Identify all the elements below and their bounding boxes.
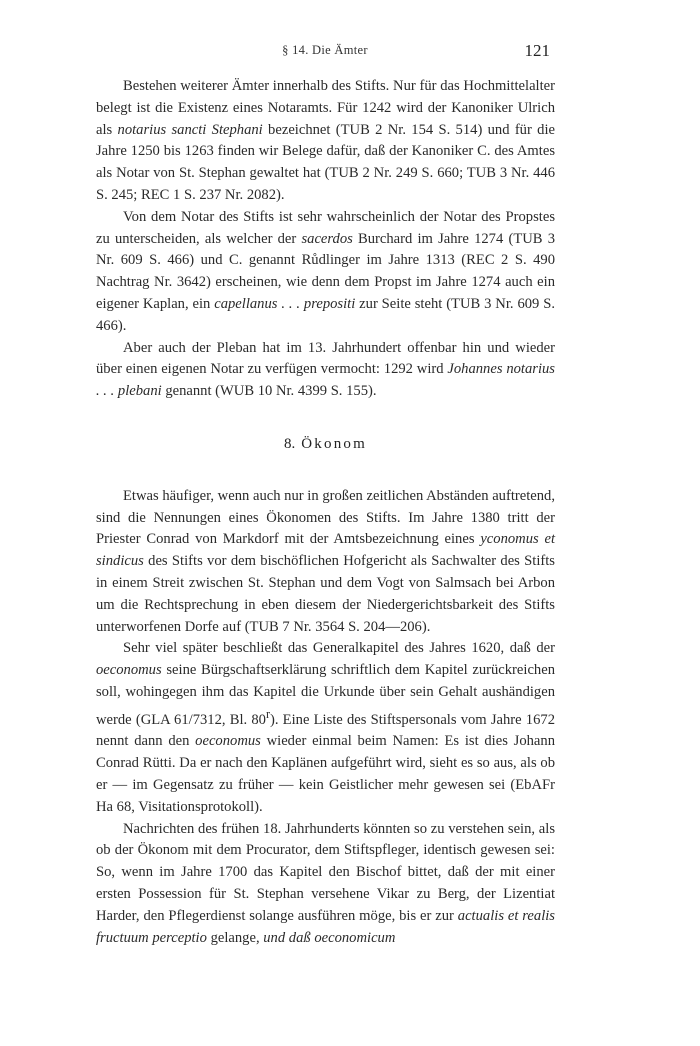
paragraph-oekonom-1620 xyxy=(96,638,555,818)
latin-term: und daß oeconomicum xyxy=(263,929,396,946)
latin-term: oeconomus xyxy=(96,662,162,679)
superscript: r xyxy=(265,706,270,721)
paragraph-notary-stift xyxy=(96,76,555,207)
text-run: wieder einmal beim Namen: Es ist dies Johann Conrad Rütti. Da er nach den Kaplänen aufgeführt wird, sieht es so aus, als ob er — im Gegensatz zu früher — kein Geistlicher mehr gewesen sei (EbAFr Ha 68, Visitationsprotokoll). xyxy=(96,733,556,815)
paragraph-oekonom-1700 xyxy=(96,819,555,950)
paragraph-notary-propst xyxy=(96,207,555,338)
paragraph-oekonom-1380 xyxy=(96,486,555,639)
latin-term: oeconomus xyxy=(195,733,261,750)
text-run: seine Bürgschaftserklärung schriftlich dem Kapitel zurückreichen soll, wohingegen ihm das Kapitel die Urkunde über sein Gehalt aushändigen werde (GLA 61/7312, Bl. 80 xyxy=(96,662,555,728)
section-title: Ökonom xyxy=(301,435,367,452)
latin-term: capellanus . . . prepositi xyxy=(214,295,356,312)
latin-term: yconomus et sindicus xyxy=(96,531,555,570)
text-run: Aber auch der Pleban hat im 13. Jahrhundert offenbar hin und wieder über einen eigenen Notar zu verfügen vermocht: 1292 wird xyxy=(96,339,555,378)
text-run: Etwas häufiger, wenn auch nur in großen zeitlichen Abständen auftretend, sind die Nennungen eines Ökonomen des Stifts. Im Jahre 1380 tritt der Priester Conrad von Markdorf mit der Amtsbezeichnung eines xyxy=(96,487,555,548)
text-run: des Stifts vor dem bischöflichen Hofgericht als Sachwalter des Stifts in einem Streit zwischen St. Stephan und dem Vogt von Salmsach bei Arbon um die Rechtsprechung in eben diesem der Niedergerichtsbarkeit des Stifts unterworfenen Dorfe auf (TUB 7 Nr. 3564 S. 204—206). xyxy=(96,553,555,635)
text-run: gelange, xyxy=(206,929,264,946)
text-run: Nachrichten des frühen 18. Jahrhunderts könnten so zu verstehen sein, als ob der Ökonom mit dem Procurator, dem Stiftspfleger, identisch gewesen sei: So, wenn im Jahre 1700 das Kapitel den Bischof bittet, daß der mit einer ersten Possession für St. Stephan versehene Vikar zu Berg, der Lizentiat Harder, den Pflegerdienst solange ausführen möge, bis er zur xyxy=(96,820,555,924)
page-number: 121 xyxy=(524,41,550,60)
latin-term: Johannes notarius . . . plebani xyxy=(96,361,555,400)
text-run: zur Seite steht (TUB 3 Nr. 609 S. 466). xyxy=(96,295,555,334)
latin-term: actualis et realis fructuum perceptio xyxy=(96,907,555,946)
page-header xyxy=(100,41,550,63)
section-number: 8. xyxy=(284,435,296,452)
running-head: § 14. Die Ämter xyxy=(282,43,368,57)
text-run: genannt (WUB 10 Nr. 4399 S. 155). xyxy=(161,383,377,400)
text-run: bezeichnet (TUB 2 Nr. 154 S. 514) und für die Jahre 1250 bis 1263 finden wir Belege dafür, daß der Kanoniker C. des Amtes als Notar von St. Stephan gewaltet hat (TUB 2 Nr. 249 S. 660; TUB 3 Nr. 446 S. 245; REC 1 S. 237 Nr. 2082). xyxy=(96,121,555,203)
latin-term: sacerdos xyxy=(301,230,353,247)
body-text xyxy=(96,76,555,949)
text-run: Bestehen weiterer Ämter innerhalb des Stifts. Nur für das Hochmittelalter belegt ist die Existenz eines Notaramts. Für 1242 wird der Kanoniker Ulrich als xyxy=(96,78,555,138)
section-heading xyxy=(96,434,555,456)
text-run: ). Eine Liste des Stiftspersonals vom Jahre 1672 nennt dann den xyxy=(96,711,555,750)
text-run: Burchard im Jahre 1274 (TUB 3 Nr. 609 S. 466) und C. genannt Růdlinger im Jahre 1313 (REC 2 S. 490 Nachtrag Nr. 3642) erscheinen, wie denn dem Propst im Jahre 1274 auch ein eigener Kaplan, ein xyxy=(96,230,555,312)
paragraph-notary-pleban xyxy=(96,338,555,403)
text-run: Von dem Notar des Stifts ist sehr wahrscheinlich der Notar des Propstes zu unterscheiden, als welcher der xyxy=(96,208,555,247)
latin-term: notarius sancti Stephani xyxy=(117,121,263,138)
text-run: Sehr viel später beschließt das Generalkapitel des Jahres 1620, daß der xyxy=(123,640,555,657)
